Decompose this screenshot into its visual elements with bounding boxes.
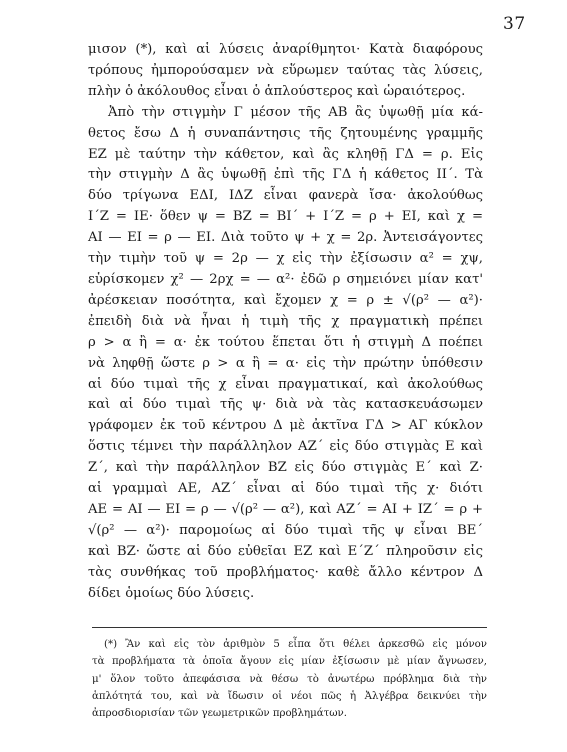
body-line: μισον (*), καὶ αἱ λύσεις ἀναρίθμητοι· Κατὰ διαφόρους [88, 42, 483, 57]
footnote [92, 636, 487, 722]
footnote-divider [92, 627, 487, 628]
body-line: καὶ αἱ δύο τιμαὶ τῆς ψ· διὰ νὰ τὰς κατασκευάσωμεν [88, 397, 483, 413]
footnote-line: ἁπλότητά του, καὶ νὰ ἴδωσιν οἱ νέοι πῶς ἡ Ἀλγέβρα δεικνύει τὴν [92, 690, 487, 702]
body-line: √(ρ² — α²)· παρομοίως αἱ δύο τιμαὶ τῆς ψ εἶναι ΒΕ΄ [88, 522, 483, 538]
body-line: Ζ΄, καὶ τὴν παράλληλον ΒΖ εἰς δύο στιγμὰς Ε΄ καὶ Ζ· [88, 460, 483, 476]
footnote-line: (*) Ἂν καὶ εἰς τὸν ἀριθμὸν 5 εἶπα ὅτι θέλει ἀρκεσθῶ εἰς μόνον [104, 639, 487, 650]
body-line: τὴν στιγμὴν Δ ἂς ὑψωθῇ ἐπὶ τῆς ΓΔ ἡ κάθετος ΙΙ΄. Τὰ [88, 167, 483, 183]
footnote-line: τὰ προβλήματα τὰ ὁποῖα ἄγουν εἰς μίαν ἐξίσωσιν μὲ μίαν ἄγνωσεν, [92, 656, 487, 668]
body-line: εὑρίσκομεν χ² — 2ρχ = — α²· ἐδῶ ρ σημειόνει μίαν κατ' [88, 271, 483, 287]
body-line: ρ > α ἢ = α· ἐκ τούτου ἕπεται ὅτι ἡ στιγμὴ Δ ποέπει [88, 334, 483, 350]
body-line: δίδει ὁμοίως δύο λύσεις. [88, 585, 255, 601]
body-line: ἐπειδὴ διὰ νὰ ἦναι ἡ τιμὴ τῆς χ πραγματικὴ πρέπει [88, 313, 483, 329]
body-line: τὰς συνθήκας τοῦ προβλήματος· καθὲ ἄλλο κέντρον Δ [88, 564, 483, 580]
body-line: νὰ ληφθῇ ὥστε ρ > α ἢ = α· εἰς τὴν πρώτην ὑπόθεσιν [88, 355, 483, 371]
footnote-line: ἀπροσδιορισίαν τῶν γεωμετρικῶν προβλημάτων. [92, 708, 347, 720]
body-line: δύο τρίγωνα ΕΔΙ, ΙΔΖ εἶναι φανερὰ ἴσα· ἀκολούθως [88, 188, 483, 204]
footnote-line: μ' ὅλον τοῦτο ἀπεφάσισα νὰ θέσω τὸ ἀνωτέρω πρόβλημα διὰ τὴν [92, 673, 487, 685]
body-line: ὅστις τέμνει τὴν παράλληλον ΑΖ΄ εἰς δύο στιγμὰς Ε καὶ [88, 439, 483, 455]
body-line: αἱ γραμμαὶ ΑΕ, ΑΖ΄ εἶναι αἱ δύο τιμαὶ τῆς χ· διότι [88, 481, 483, 497]
body-line: ΕΖ μὲ ταύτην τὴν κάθετον, καὶ ἂς κληθῇ ΓΔ = ρ. Εἰς [88, 146, 483, 162]
body-line: ΑΕ = ΑΙ — ΕΙ = ρ — √(ρ² — α²), καὶ ΑΖ΄ = ΑΙ + ΙΖ΄ = ρ + [88, 501, 483, 517]
body-line: τρόπους ἠμπορούσαμεν νὰ εὕρωμεν ταύτας τὰς λύσεις, [88, 62, 483, 78]
body-line: ΑΙ — ΕΙ = ρ — ΕΙ. Διὰ τοῦτο ψ + χ = 2ρ. Ἀντεισάγοντες [88, 230, 483, 246]
body-line: πλὴν ὁ ἀκόλουθος εἶναι ὁ ἁπλούστερος καὶ ὡραιότερος. [88, 83, 466, 99]
body-line: ἀρέσκειαν ποσότητα, καὶ ἔχομεν χ = ρ ± √(ρ² — α²)· [88, 292, 483, 308]
body-line: Ι΄Ζ = ΙΕ· ὅθεν ψ = ΒΖ = ΒΙ΄ + Ι΄Ζ = ρ + ΕΙ, καὶ χ = [88, 209, 483, 225]
body-text [88, 40, 483, 604]
body-line: τὴν τιμὴν τοῦ ψ = 2ρ — χ εἰς τὴν ἐξίσωσιν α² = χψ, [88, 251, 483, 267]
body-line: θετος ἔσω Δ ἡ συναπάντησις τῆς ζητουμένης γραμμῆς [88, 125, 483, 141]
page-number: 37 [503, 14, 526, 34]
body-line: καὶ ΒΖ· ὥστε αἱ δύο εὐθεῖαι ΕΖ καὶ Ε΄Ζ΄ πληροῦσιν εἰς [88, 543, 483, 559]
body-line: αἱ δύο τιμαὶ τῆς χ εἶναι πραγματικαί, καὶ ἀκολούθως [88, 376, 483, 392]
body-line: γράφομεν ἐκ τοῦ κέντρου Δ μὲ ἀκτῖνα ΓΔ > ΑΓ κύκλον [88, 418, 483, 434]
body-line: Ἀπὸ τὴν στιγμὴν Γ μέσον τῆς ΑΒ ἂς ὑψωθῇ μία κά- [108, 104, 483, 120]
